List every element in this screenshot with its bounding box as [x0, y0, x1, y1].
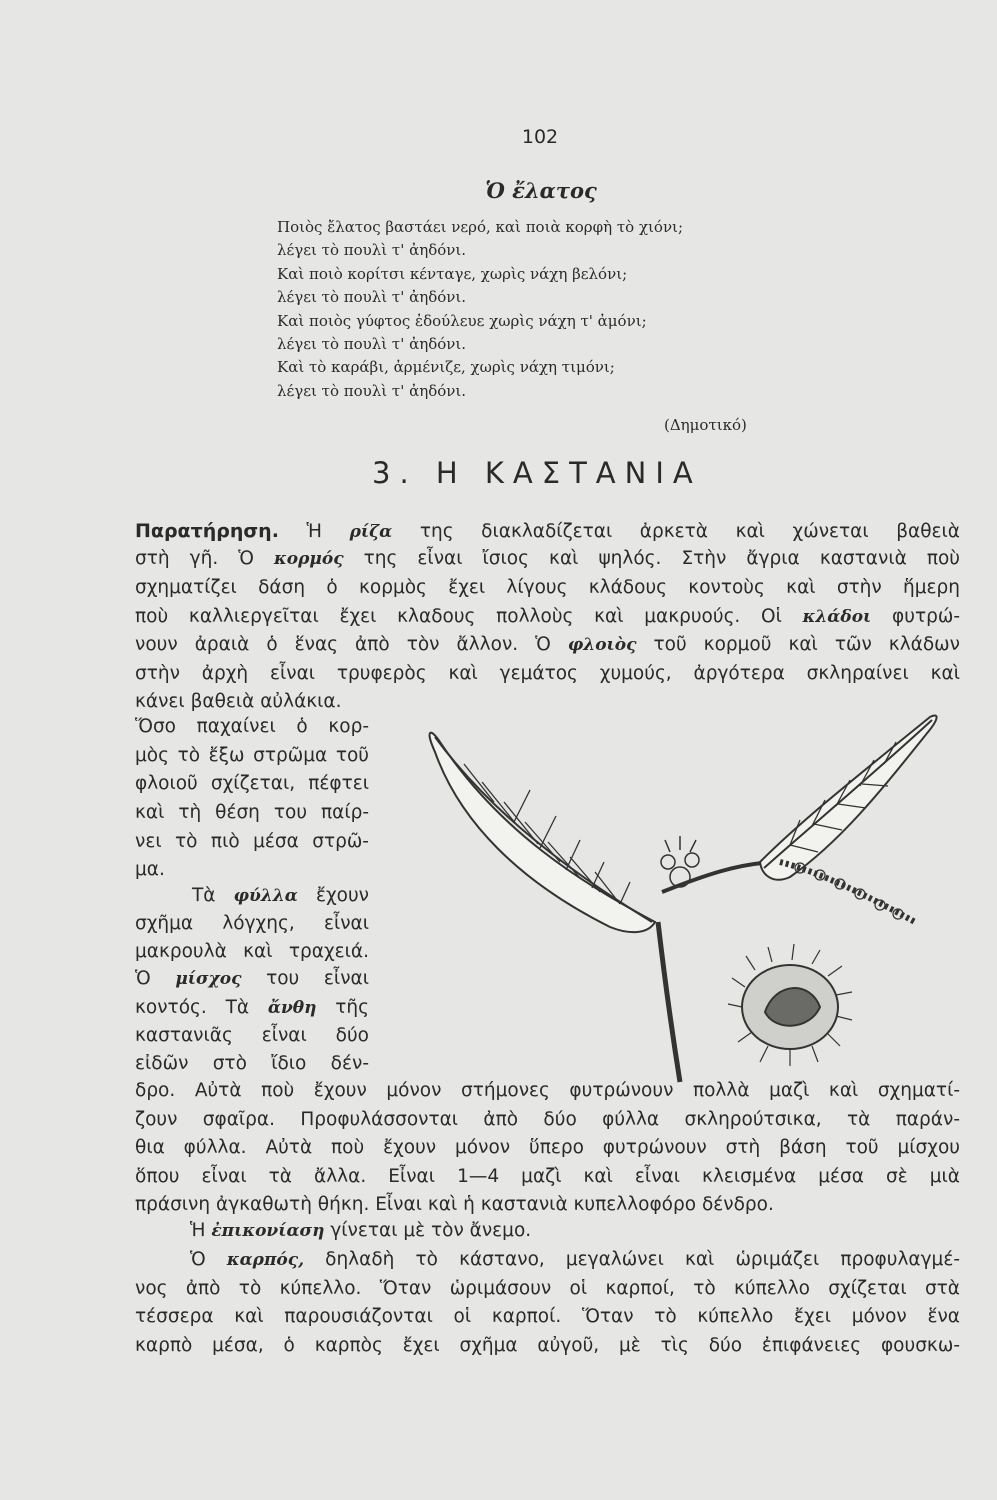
term-bark: φλοιὸς — [567, 635, 637, 655]
text-line: ζουν σφαῖρα. Προφυλάσσονται ἀπὸ δύο φύλλα σκληρούτσικα, τὰ παράν- — [135, 1109, 960, 1130]
text-line: καστανιᾶς εἶναι δύο — [135, 1025, 369, 1046]
text-span: Ὁ — [135, 968, 176, 989]
term-fruit: καρπός, — [226, 1250, 305, 1270]
text-span: τοῦ κορμοῦ καὶ τῶν κλάδων — [636, 634, 960, 655]
chestnut-branch-illustration — [380, 712, 955, 1087]
text-line: φλοιοῦ σχίζεται, πέφτει — [135, 773, 369, 794]
text-line: νος ἀπὸ τὸ κύπελλο. Ὅταν ὡριμάσουν οἱ καρποί, τὸ κύπελλο σχίζεται στὰ — [135, 1278, 960, 1299]
text-span: του εἶναι — [241, 968, 369, 989]
poem-line: Καὶ τὸ καράβι, ἀρμένιζε, χωρὶς νάχη τιμόνι; — [277, 358, 615, 377]
poem-line: Καὶ ποιὸ κορίτσι κένταγε, χωρὶς νάχη βελόνι; — [277, 264, 628, 283]
observation-label: Παρατήρηση. — [135, 520, 279, 542]
text-span: τῆς — [316, 997, 369, 1018]
text-line — [135, 604, 960, 630]
catkin — [780, 862, 915, 922]
text-span: δηλαδὴ τὸ κάστανο, μεγαλώνει καὶ ὡριμάζει προφυλαγμέ- — [304, 1249, 960, 1270]
text-span: κοντός. Τὰ — [135, 997, 268, 1018]
text-line — [190, 1247, 960, 1273]
term-flowers: ἄνθη — [267, 998, 317, 1018]
text-line — [135, 966, 369, 992]
poem — [277, 216, 837, 403]
text-line: καὶ τὴ θέση του παίρ- — [135, 802, 369, 823]
text-line: στὴν ἀρχὴ εἶναι τρυφερὸς καὶ γεμάτος χυμούς, ἀργότερα σκληραίνει καὶ — [135, 663, 960, 684]
text-line: μακρουλὰ καὶ τραχειά. — [135, 941, 369, 962]
text-line: μὸς τὸ ἔξω στρῶμα τοῦ — [135, 745, 369, 766]
chapter-title: 3. Η ΚΑΣΤΑΝΙΑ — [372, 456, 702, 490]
text-line: Ὅσο παχαίνει ὁ κορ- — [135, 716, 369, 737]
text-line: δρο. Αὐτὰ ποὺ ἔχουν μόνον στήμονες φυτρώνουν πολλὰ μαζὶ καὶ σχηματί- — [135, 1080, 960, 1101]
text-span: της διακλαδίζεται ἀρκετὰ καὶ χώνεται βαθειὰ — [392, 521, 960, 542]
text-line: σχῆμα λόγχης, εἶναι — [135, 913, 369, 934]
text-line: σχηματίζει δάση ὁ κορμὸς ἔχει λίγους κλάδους κοντοὺς καὶ στὴν ἥμερη — [135, 577, 960, 598]
stem — [658, 922, 680, 1082]
text-line — [135, 995, 369, 1021]
text-line: μα. — [135, 859, 165, 880]
text-span: Ὁ — [190, 1249, 227, 1270]
text-line: θια φύλλα. Αὐτὰ ποὺ ἔχουν μόνον ὕπερο φυτρώνουν στὴ βάση τοῦ μίσχου — [135, 1137, 960, 1158]
term-petiole: μίσχος — [175, 969, 242, 989]
text-span: Ἡ — [190, 1220, 212, 1241]
poem-title: Ὁ ἔλατος — [485, 178, 597, 203]
text-line — [135, 632, 960, 658]
term-root: ρίζα — [349, 522, 393, 542]
text-span: Ἡ — [278, 521, 350, 542]
right-leaf-midrib — [764, 720, 932, 868]
text-line — [135, 518, 960, 544]
text-line: καρπὸ μέσα, ὁ καρπὸς ἔχει σχῆμα αὐγοῦ, μὲ τὶς δύο ἐπιφάνειες φουσκω- — [135, 1335, 960, 1356]
text-span: στὴ γῆ. Ὁ — [135, 548, 275, 569]
text-line: τέσσερα καὶ παρουσιάζονται οἱ καρποί. Ὅταν τὸ κύπελλο ἔχει μόνον ἕνα — [135, 1306, 960, 1327]
poem-line: λέγει τὸ πουλὶ τ' ἀηδόνι. — [277, 288, 467, 307]
poem-line: Καὶ ποιὸς γύφτος ἐδούλευε χωρὶς νάχη τ' ἀμόνι; — [277, 311, 647, 330]
text-span: νουν ἀραιὰ ὁ ἕνας ἀπὸ τὸν ἄλλον. Ὁ — [135, 634, 568, 655]
text-line: νει τὸ πιὸ μέσα στρῶ- — [135, 831, 369, 852]
poem-line: Ποιὸς ἔλατος βαστάει νερό, καὶ ποιὰ κορφὴ τὸ χιόνι; — [277, 218, 683, 236]
text-line — [192, 883, 369, 909]
term-trunk: κορμός — [274, 549, 344, 569]
text-line: εἰδῶν στὸ ἴδιο δέν- — [135, 1053, 369, 1074]
term-pollination: ἐπικονίαση — [211, 1221, 325, 1241]
poem-line: λέγει τὸ πουλὶ τ' ἀηδόνι. — [277, 241, 467, 260]
poem-source: (Δημοτικό) — [664, 416, 747, 434]
text-line: πράσινη ἀγκαθωτὴ θήκη. Εἶναι καὶ ἡ καστανιὰ κυπελλοφόρο δένδρο. — [135, 1194, 774, 1215]
poem-line: λέγει τὸ πουλὶ τ' ἀηδόνι. — [277, 334, 467, 353]
text-span: ἔχουν — [297, 885, 369, 906]
chestnut-burr — [728, 944, 852, 1066]
text-line — [135, 546, 960, 572]
page-number: 102 — [521, 126, 559, 148]
term-branches: κλάδοι — [802, 607, 872, 627]
left-leaf-midrib — [435, 737, 652, 922]
text-span: ποὺ καλλιεργεῖται ἔχει κλαδους πολλοὺς καὶ μακρυούς. Οἱ — [135, 606, 803, 627]
text-line: ὅπου εἶναι τὰ ἄλλα. Εἶναι 1—4 μαζὶ καὶ εἶναι κλεισμένα μέσα σὲ μιὰ — [135, 1166, 960, 1187]
text-line — [190, 1218, 960, 1244]
term-leaves: φύλλα — [233, 886, 298, 906]
text-span: της εἶναι ἴσιος καὶ ψηλός. Στὴν ἄγρια καστανιὰ ποὺ — [343, 548, 960, 569]
text-line: κάνει βαθειὰ αὐλάκια. — [135, 691, 342, 712]
text-span: φυτρώ- — [871, 606, 961, 627]
text-span: γίνεται μὲ τὸν ἄνεμο. — [324, 1220, 532, 1241]
poem-line: λέγει τὸ πουλὶ τ' ἀηδόνι. — [277, 381, 467, 400]
text-span: Τὰ — [192, 885, 234, 906]
